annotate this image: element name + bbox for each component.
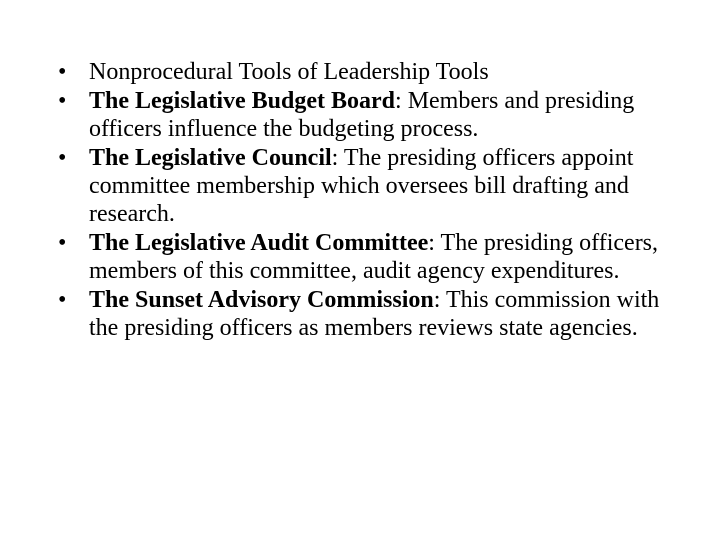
bullet-text: This commission with the presiding officers as members reviews state agencies. [89,287,660,341]
bullet-separator: : [331,145,344,171]
bullet-icon: • [58,88,67,114]
bullet-item-legislative-council [58,144,668,228]
bullet-icon: • [58,287,67,313]
bullet-text: The presiding officers, members of this committee, audit agency expenditures. [89,230,659,284]
bullet-term: The Legislative Audit Committee [89,230,429,256]
bullet-item-nonprocedural-tools [58,58,668,86]
bullet-icon: • [58,230,67,256]
bullet-text: Nonprocedural Tools of Leadership Tools [89,59,489,85]
bullet-icon: • [58,59,67,85]
bullet-list [58,58,668,343]
bullet-term: The Legislative Budget Board [89,88,396,114]
bullet-icon: • [58,145,67,171]
bullet-item-budget-board [58,87,668,143]
bullet-item-sunset-commission [58,286,668,342]
bullet-separator: : [433,287,446,313]
bullet-term: The Legislative Council [89,145,332,171]
bullet-separator: : [395,88,408,114]
bullet-text: Members and presiding officers influence the budgeting process. [89,88,635,142]
bullet-separator: : [428,230,441,256]
bullet-term: The Sunset Advisory Commission [89,287,434,313]
bullet-text: The presiding officers appoint committee membership which oversees bill drafting and research. [89,145,634,227]
bullet-item-audit-committee [58,229,668,285]
